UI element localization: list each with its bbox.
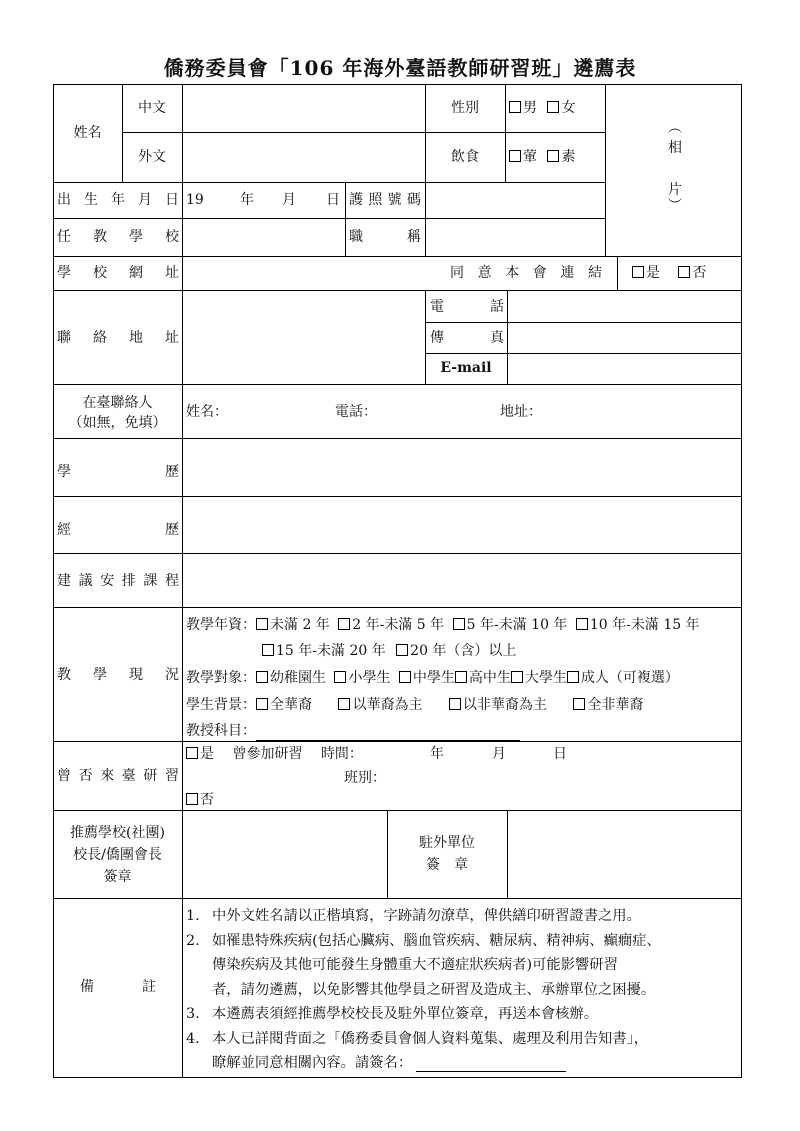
training-no-checkbox[interactable] (186, 793, 198, 805)
label-char: 教 (93, 229, 107, 245)
phone-label (430, 297, 504, 317)
grid-line (182, 84, 183, 390)
grid-line (507, 810, 508, 898)
bg-option: 以華裔為主 (352, 697, 423, 713)
label-char: 址 (165, 265, 179, 281)
bg-option: 全非華裔 (587, 697, 644, 713)
grid-line (122, 132, 605, 133)
label-char: 傳 (430, 330, 444, 346)
label-char: 任 (57, 229, 71, 245)
label-char: 否 (78, 768, 93, 784)
target-option: 大學生 (524, 670, 567, 686)
label-char: 校 (165, 229, 179, 245)
overseas-signature-field[interactable] (509, 812, 739, 897)
teaching-background-row (186, 695, 643, 715)
grid-line (425, 182, 426, 256)
note-text: 傳染疾病及其他可能發生身體重大不適症狀疾病者)可能影響研習 (212, 957, 618, 973)
label-char: 連 (560, 265, 575, 281)
label-char: 號 (387, 192, 402, 208)
diet-options (509, 147, 575, 167)
teaching-years-row (186, 615, 700, 635)
grid-line (53, 496, 742, 497)
label-char: 學 (57, 265, 71, 281)
training-month-unit: 月 (492, 746, 506, 762)
photo-char-2: 片 (668, 182, 682, 198)
birth-day-unit: 日 (326, 192, 340, 208)
teaching-label (57, 665, 179, 685)
grid-line (505, 84, 506, 182)
label-char: 安 (100, 573, 115, 589)
label-char: 況 (165, 667, 179, 683)
years-option: 10 年-未滿 15 年 (589, 617, 700, 633)
diet-veg-checkbox[interactable] (547, 150, 559, 162)
birth-month-unit: 月 (282, 192, 296, 208)
consent-yes-checkbox[interactable] (632, 266, 644, 278)
target-checkbox[interactable] (256, 671, 268, 683)
note-text: 如罹患特殊疾病(包括心臟病、腦血管疾病、糖尿病、精神病、癲癇症、 (212, 932, 661, 949)
label-char: 碼 (406, 192, 421, 208)
contact-label-line1: 在臺聯絡人 (82, 395, 153, 411)
label-char: 備 (80, 979, 94, 995)
label-char: 臺 (121, 768, 136, 784)
label-char: 校 (93, 265, 107, 281)
label-char: 來 (100, 768, 115, 784)
note-number: 4. (186, 1030, 200, 1047)
label-char: 網 (129, 265, 143, 281)
photo-char-1: 相 (668, 140, 682, 156)
teaching-target-label: 教學對象： (186, 670, 256, 686)
photo-paren-open: ︵ (668, 120, 682, 136)
recommend-signature-field[interactable] (184, 812, 386, 897)
name-chinese-label: 中文 (138, 100, 166, 116)
label-char: 址 (165, 330, 179, 346)
target-checkbox[interactable] (511, 671, 523, 683)
label-char: 習 (164, 768, 179, 784)
label-char: 絡 (93, 330, 107, 346)
training-attended-label: 曾參加研習 (232, 746, 303, 762)
photo-area[interactable] (606, 85, 741, 255)
grid-line (387, 810, 388, 898)
job-title-field[interactable] (427, 220, 603, 254)
note-item (186, 978, 740, 1003)
job-title-label (349, 227, 421, 247)
label-char: 電 (430, 299, 444, 315)
education-label (57, 462, 179, 482)
grid-line (425, 353, 742, 354)
label-char: 日 (165, 192, 179, 208)
training-yes-checkbox[interactable] (186, 747, 198, 759)
note-text: 本人已詳閱背面之「僑務委員會個人資料蒐集、處理及利用告知書」， (212, 1030, 649, 1047)
gender-female-label: 女 (561, 100, 576, 116)
recommend-label-line1: 推薦學校(社團) (70, 825, 165, 841)
label-char: 排 (121, 573, 136, 589)
birth-year-prefix: 19 (186, 192, 204, 208)
signature-line[interactable] (416, 1051, 566, 1072)
training-yes-row (186, 744, 363, 764)
note-item (186, 953, 740, 978)
years-checkbox[interactable] (576, 618, 588, 630)
email-label: E-mail (440, 360, 492, 376)
bg-checkbox[interactable] (256, 698, 268, 710)
label-char: 教 (57, 667, 71, 683)
teaching-bg-label: 學生背景： (186, 697, 256, 713)
label-char: 現 (129, 667, 143, 683)
grid-line (182, 384, 183, 1078)
teaching-subject-label: 教授科目： (186, 723, 256, 739)
passport-label (349, 190, 421, 210)
birth-label (57, 190, 179, 210)
grid-line (53, 553, 742, 554)
label-char: 稱 (407, 229, 421, 245)
note-text: 瞭解並同意相關內容。請簽名： (212, 1055, 413, 1071)
years-option: 未滿 2 年 (270, 617, 330, 633)
grid-line (53, 218, 605, 219)
grid-line (53, 898, 742, 899)
school-label (57, 227, 179, 247)
consent-link-label (450, 263, 602, 283)
contact-name-label: 姓名： (186, 404, 228, 420)
note-item (186, 1027, 740, 1052)
training-no-row (186, 790, 214, 810)
overseas-label-line1: 駐外單位 (419, 835, 475, 851)
education-field[interactable] (184, 440, 740, 494)
fax-field[interactable] (509, 324, 739, 352)
years-checkbox[interactable] (396, 644, 408, 656)
target-checkbox[interactable] (334, 671, 346, 683)
years-option: 15 年-未滿 20 年 (276, 643, 386, 659)
label-char: 學 (129, 229, 143, 245)
website-field[interactable] (184, 258, 424, 288)
passport-field[interactable] (427, 184, 603, 216)
contact-label-line2: （如無，免填） (68, 415, 167, 431)
fax-label (430, 328, 504, 348)
label-char: 意 (477, 265, 492, 281)
target-option: 成人（可複選） (580, 670, 679, 686)
label-char: 建 (57, 573, 71, 589)
target-checkbox[interactable] (455, 671, 467, 683)
label-char: 學 (93, 667, 107, 683)
grid-line (53, 607, 742, 608)
label-char: 學 (57, 464, 71, 480)
label-char: 生 (84, 192, 98, 208)
grid-line (53, 438, 742, 439)
grid-line (425, 322, 742, 323)
gender-options (509, 98, 575, 118)
diet-veg-label: 素 (561, 149, 576, 165)
grid-line (53, 1077, 742, 1078)
note-text: 者，請勿遴薦，以免影響其他學員之研習及造成主、承辦單位之困擾。 (212, 981, 656, 998)
school-field[interactable] (184, 220, 344, 254)
consent-link-options (632, 263, 706, 283)
grid-line (53, 290, 742, 291)
gender-male-label: 男 (523, 100, 537, 116)
label-char: 研 (143, 768, 158, 784)
teaching-subject-field[interactable] (256, 723, 520, 741)
training-no-label: 否 (200, 792, 214, 808)
experience-label (57, 520, 179, 540)
name-foreign-label: 外文 (138, 149, 166, 165)
birth-year-unit: 年 (240, 192, 254, 208)
phone-field[interactable] (509, 292, 739, 321)
bg-checkbox[interactable] (449, 698, 461, 710)
recommend-label-line2: 校長/僑團會長 (73, 847, 162, 863)
note-text: 中外文姓名請以正楷填寫，字跡請勿潦草，俾供繕印研習證書之用。 (212, 908, 641, 924)
name-chinese-field[interactable] (184, 86, 424, 131)
label-char: 結 (587, 265, 602, 281)
teaching-years-label: 教學年資： (186, 617, 256, 633)
email-field[interactable] (509, 355, 739, 383)
website-label (57, 263, 179, 283)
years-option: 5 年-未滿 10 年 (466, 617, 568, 633)
training-time-label: 時間： (320, 746, 363, 762)
label-char: 歷 (165, 464, 179, 480)
target-option: 中學生 (412, 670, 455, 686)
label-char: 照 (368, 192, 383, 208)
note-text: 本遴薦表須經推薦學校校長及駐外單位簽章，再送本會核辦。 (212, 1006, 599, 1022)
bg-option: 全華裔 (270, 697, 312, 713)
label-char: 地 (129, 330, 143, 346)
gender-label: 性別 (451, 100, 479, 116)
training-class-label: 班別： (344, 770, 386, 786)
target-checkbox[interactable] (399, 671, 411, 683)
note-number: 3. (186, 1006, 200, 1022)
course-field[interactable] (184, 555, 740, 606)
contact-phone-label: 電話： (335, 404, 377, 420)
name-label: 姓名 (73, 125, 102, 141)
label-char: 年 (111, 192, 125, 208)
label-char: 曾 (57, 768, 71, 784)
years-option: 2 年-未滿 5 年 (352, 617, 445, 633)
target-option: 小學生 (348, 670, 391, 686)
label-char: 月 (138, 192, 152, 208)
consent-no-checkbox[interactable] (678, 266, 690, 278)
note-number: 1. (186, 908, 200, 924)
label-char: 課 (143, 573, 158, 589)
diet-label: 飲食 (451, 149, 479, 165)
teaching-years-row-2 (262, 641, 516, 661)
training-day-unit: 日 (553, 746, 567, 762)
teaching-target-row (186, 668, 679, 688)
note-item (186, 1002, 740, 1027)
training-yes-label: 是 (200, 746, 214, 762)
grid-line (53, 84, 54, 1078)
years-checkbox[interactable] (338, 618, 350, 630)
bg-checkbox[interactable] (338, 698, 350, 710)
grid-line (617, 256, 618, 290)
label-char: 出 (57, 192, 71, 208)
training-label (57, 766, 179, 786)
note-number (186, 978, 212, 1003)
grid-line (507, 290, 508, 384)
grid-line (345, 182, 346, 256)
experience-field[interactable] (184, 498, 740, 552)
years-checkbox[interactable] (256, 618, 268, 630)
label-char: 程 (164, 573, 179, 589)
contact-address-label: 地址： (500, 404, 542, 420)
label-char: 聯 (57, 330, 71, 346)
note-number (186, 1051, 212, 1076)
years-checkbox[interactable] (262, 644, 274, 656)
course-label (57, 571, 179, 591)
target-option: 高中生 (468, 670, 511, 686)
years-option: 20 年（含）以上 (410, 643, 517, 659)
label-char: 話 (490, 299, 504, 315)
label-char: 護 (349, 192, 363, 208)
grid-line (53, 182, 605, 183)
note-item (186, 929, 740, 954)
target-option: 幼稚園生 (270, 670, 326, 686)
label-char: 本 (505, 265, 520, 281)
recommend-label-line3: 簽章 (103, 869, 132, 885)
consent-yes-label: 是 (646, 265, 660, 281)
notes-list (186, 904, 740, 1076)
label-char: 議 (78, 573, 93, 589)
form-title: 僑務委員會「106 年海外臺語教師研習班」遴薦表 (163, 56, 637, 80)
label-char: 職 (349, 229, 363, 245)
grid-line (53, 384, 742, 385)
note-item (186, 1051, 740, 1076)
photo-paren-close: ︶ (668, 198, 682, 214)
label-char: 註 (142, 979, 156, 995)
name-foreign-field[interactable] (184, 134, 424, 181)
label-char: 真 (490, 330, 504, 346)
grid-line (53, 741, 742, 742)
note-item (186, 904, 740, 929)
grid-line (53, 810, 742, 811)
target-checkbox[interactable] (567, 671, 579, 683)
years-checkbox[interactable] (453, 618, 465, 630)
address-field[interactable] (184, 292, 424, 382)
label-char: 同 (450, 265, 464, 281)
consent-no-label: 否 (692, 265, 707, 281)
grid-line (53, 256, 742, 257)
training-year-unit: 年 (430, 746, 444, 762)
grid-line (741, 84, 742, 1078)
bg-checkbox[interactable] (573, 698, 585, 710)
diet-meat-checkbox[interactable] (509, 150, 521, 162)
note-number: 2. (186, 932, 200, 949)
notes-label (80, 977, 156, 997)
gender-male-checkbox[interactable] (509, 101, 521, 113)
diet-meat-label: 葷 (523, 149, 537, 165)
label-char: 會 (532, 265, 547, 281)
gender-female-checkbox[interactable] (547, 101, 559, 113)
teaching-subject-row (186, 721, 520, 741)
label-char: 歷 (165, 522, 179, 538)
overseas-label-line2: 簽 章 (426, 857, 468, 873)
address-label (57, 328, 179, 348)
note-number (186, 953, 212, 978)
birth-field[interactable] (186, 190, 342, 210)
bg-option: 以非華裔為主 (462, 697, 547, 713)
label-char: 經 (57, 522, 71, 538)
